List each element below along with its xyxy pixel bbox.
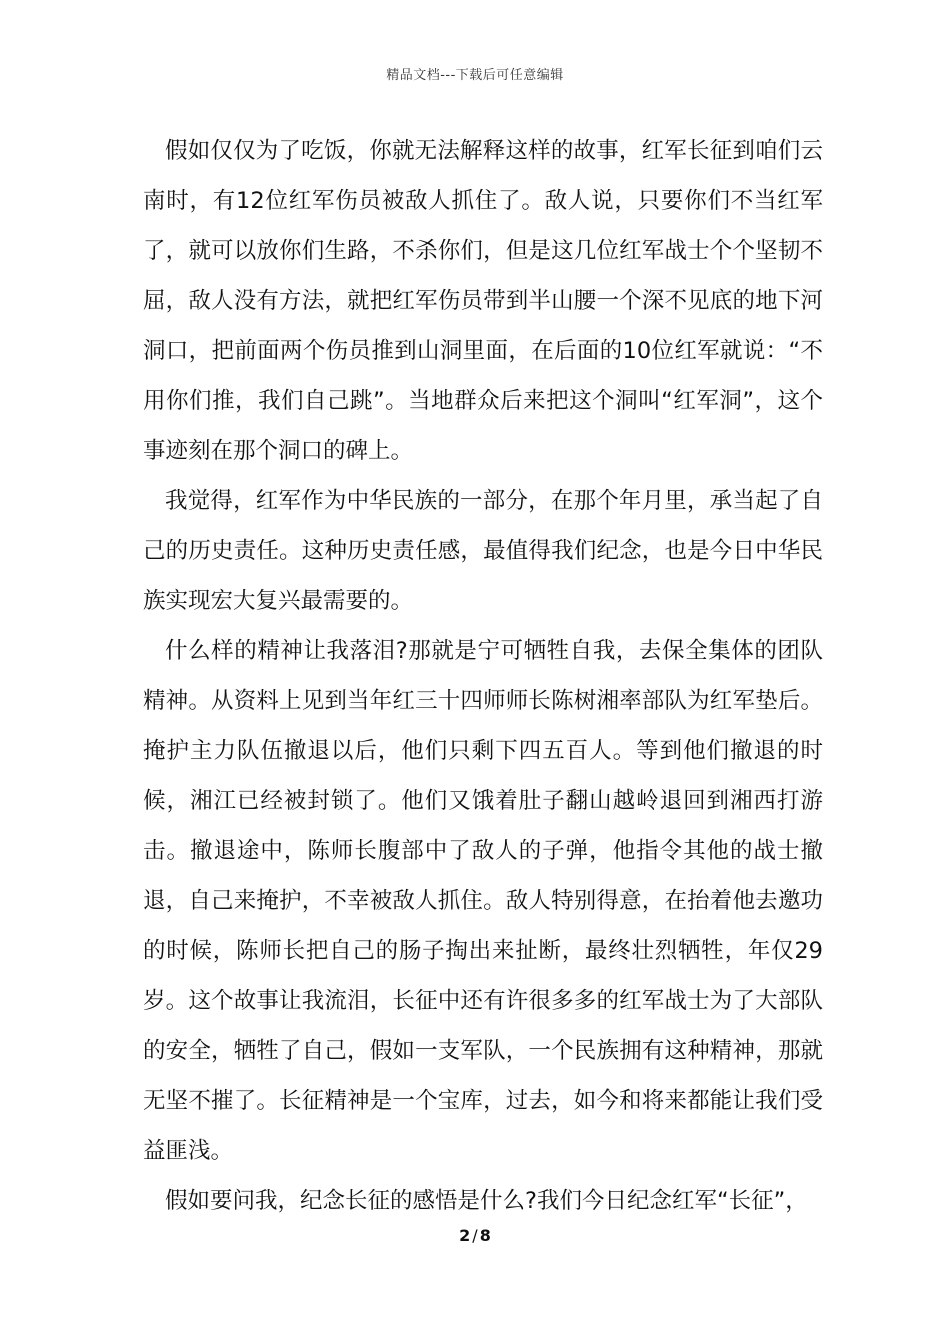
page-separator: / — [472, 1226, 478, 1245]
total-pages: 8 — [479, 1226, 491, 1245]
page-number — [0, 1226, 950, 1245]
paragraph-1: 假如仅仅为了吃饭，你就无法解释这样的故事，红军长征到咱们云南时，有12位红军伤员被敌人抓住了。敌人说，只要你们不当红军了，就可以放你们生路，不杀你们，但是这几位红军战士个个坚韧不屈，敌人没有方法，就把红军伤员带到半山腰一个深不见底的地下河洞口，把前面两个伤员推到山洞里面，在后面的10位红军就说：“不用你们推，我们自己跳”。当地群众后来把这个洞叫“红军洞”，这个事迹刻在那个洞口的碑上。 — [143, 138, 823, 464]
paragraph-2: 我觉得，红军作为中华民族的一部分，在那个年月里，承当起了自己的历史责任。这种历史责任感，最值得我们纪念，也是今日中华民族实现宏大复兴最需要的。 — [143, 488, 823, 614]
current-page: 2 — [459, 1226, 471, 1245]
page-header: 精品文档---下载后可任意编辑 — [386, 68, 564, 83]
paragraph-4: 假如要问我，纪念长征的感悟是什么?我们今日纪念红军“长征”， — [165, 1188, 808, 1214]
paragraph-3: 什么样的精神让我落泪?那就是宁可牺牲自我，去保全集体的团队精神。从资料上见到当年红三十四师师长陈树湘率部队为红军垫后。掩护主力队伍撤退以后，他们只剩下四五百人。等到他们撤退的时候，湘江已经被封锁了。他们又饿着肚子翻山越岭退回到湘西打游击。撤退途中，陈师长腹部中了敌人的子弹，他指令其他的战士撤退，自己来掩护，不幸被敌人抓住。敌人特别得意，在抬着他去邀功的时候，陈师长把自己的肠子掏出来扯断，最终壮烈牺牲，年仅29岁。这个故事让我流泪，长征中还有许很多多的红军战士为了大部队的安全，牺牲了自己，假如一支军队，一个民族拥有这种精神，那就无坚不摧了。长征精神是一个宝库，过去，如今和将来都能让我们受益匪浅。 — [143, 638, 823, 1164]
document-body — [143, 126, 823, 1226]
